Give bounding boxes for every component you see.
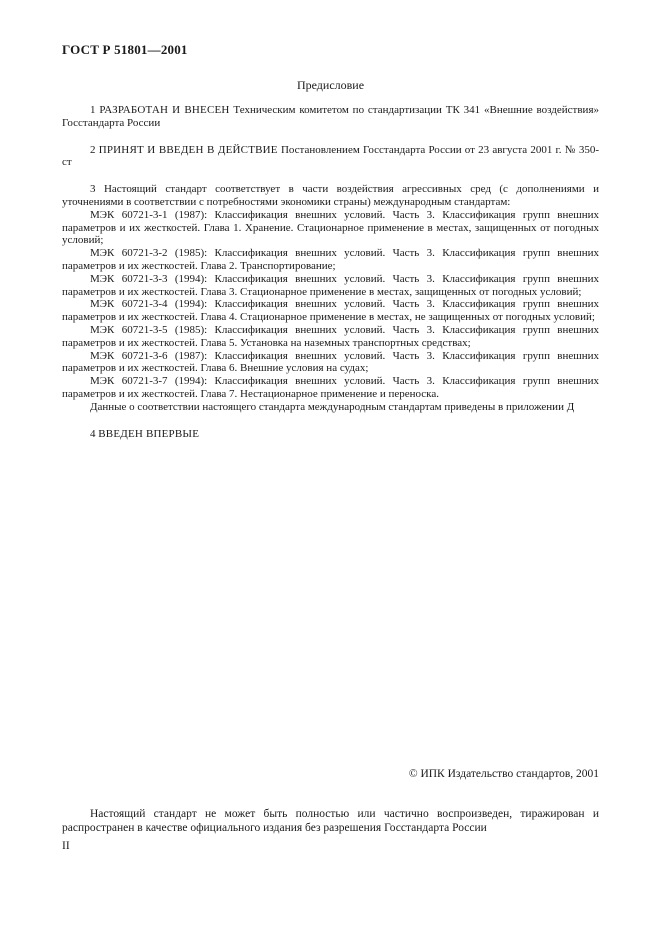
item-text: Постановлением Госстандарта России от 23 августа 2001 г. № 350-ст xyxy=(62,143,600,169)
standard-ref-2: МЭК 60721-3-2 (1985): Классификация внешних условий. Часть 3. Классификация групп внешних параметров и их жесткостей. Глава 2. Транспортирование; xyxy=(62,247,599,272)
reproduction-notice: Настоящий стандарт не может быть полностью или частично воспроизведен, тиражирован и распространен в качестве официального издания без разрешения Госстандарта России xyxy=(62,807,599,834)
standard-ref-1: МЭК 60721-3-1 (1987): Классификация внешних условий. Часть 3. Классификация групп внешних параметров и их жесткостей. Глава 1. Хранение. Стационарное применение в местах, защищенных от погодных условий; xyxy=(62,208,599,247)
standard-ref-3: МЭК 60721-3-3 (1994): Классификация внешних условий. Часть 3. Классификация групп внешних параметров и их жесткостей. Глава 3. Стационарное применение в местах, защищенных от погодных условий; xyxy=(62,272,599,298)
foreword-item-3 xyxy=(62,183,599,413)
foreword-item-1 xyxy=(62,104,599,130)
copyright-line: © ИПК Издательство стандартов, 2001 xyxy=(408,768,599,780)
foreword-item-4 xyxy=(62,428,599,441)
item-lead: РАЗРАБОТАН И ВНЕСЕН xyxy=(99,104,230,116)
item-lead: ВВЕДЕН ВПЕРВЫЕ xyxy=(98,427,200,440)
item-number: 1 xyxy=(90,104,96,116)
page-number: II xyxy=(62,840,70,852)
annex-note: Данные о соответствии настоящего стандарта международным стандартам приведены в приложении Д xyxy=(90,400,575,413)
item-number: 3 xyxy=(90,183,96,196)
standard-ref-5: МЭК 60721-3-5 (1985): Классификация внешних условий. Часть 3. Классификация групп внешних параметров и их жесткостей. Глава 5. Установка на наземных транспортных средствах; xyxy=(62,323,599,349)
foreword-content xyxy=(62,104,599,454)
item-number: 4 xyxy=(90,427,96,440)
standard-ref-4: МЭК 60721-3-4 (1994): Классификация внешних условий. Часть 3. Классификация групп внешних параметров и их жесткостей. Глава 4. Стационарное применение в местах, не защищенных от погодных условий; xyxy=(62,298,599,324)
foreword-item-2 xyxy=(62,144,599,170)
document-header: ГОСТ Р 51801—2001 xyxy=(62,42,188,57)
page-title: Предисловие xyxy=(296,78,365,92)
item-text: Техническим комитетом по стандартизации ТК 341 «Внешние воздействия» Госстандарта России xyxy=(62,104,600,129)
item-text: Настоящий стандарт соответствует в части воздействия агрессивных сред (с дополнениями и уточнениями в соответствии с потребностями экономики страны) международным стандартам: xyxy=(62,183,600,208)
standard-ref-7: МЭК 60721-3-7 (1994): Классификация внешних условий. Часть 3. Классификация групп внешних параметров и их жесткостей. Глава 7. Нестационарное применение и переноска. xyxy=(62,375,599,400)
item-lead: ПРИНЯТ И ВВЕДЕН В ДЕЙСТВИЕ xyxy=(98,143,278,156)
item-number: 2 xyxy=(90,143,96,156)
standard-ref-6: МЭК 60721-3-6 (1987): Классификация внешних условий. Часть 3. Классификация групп внешних параметров и их жесткостей. Глава 6. Внешние условия на судах; xyxy=(62,349,599,375)
